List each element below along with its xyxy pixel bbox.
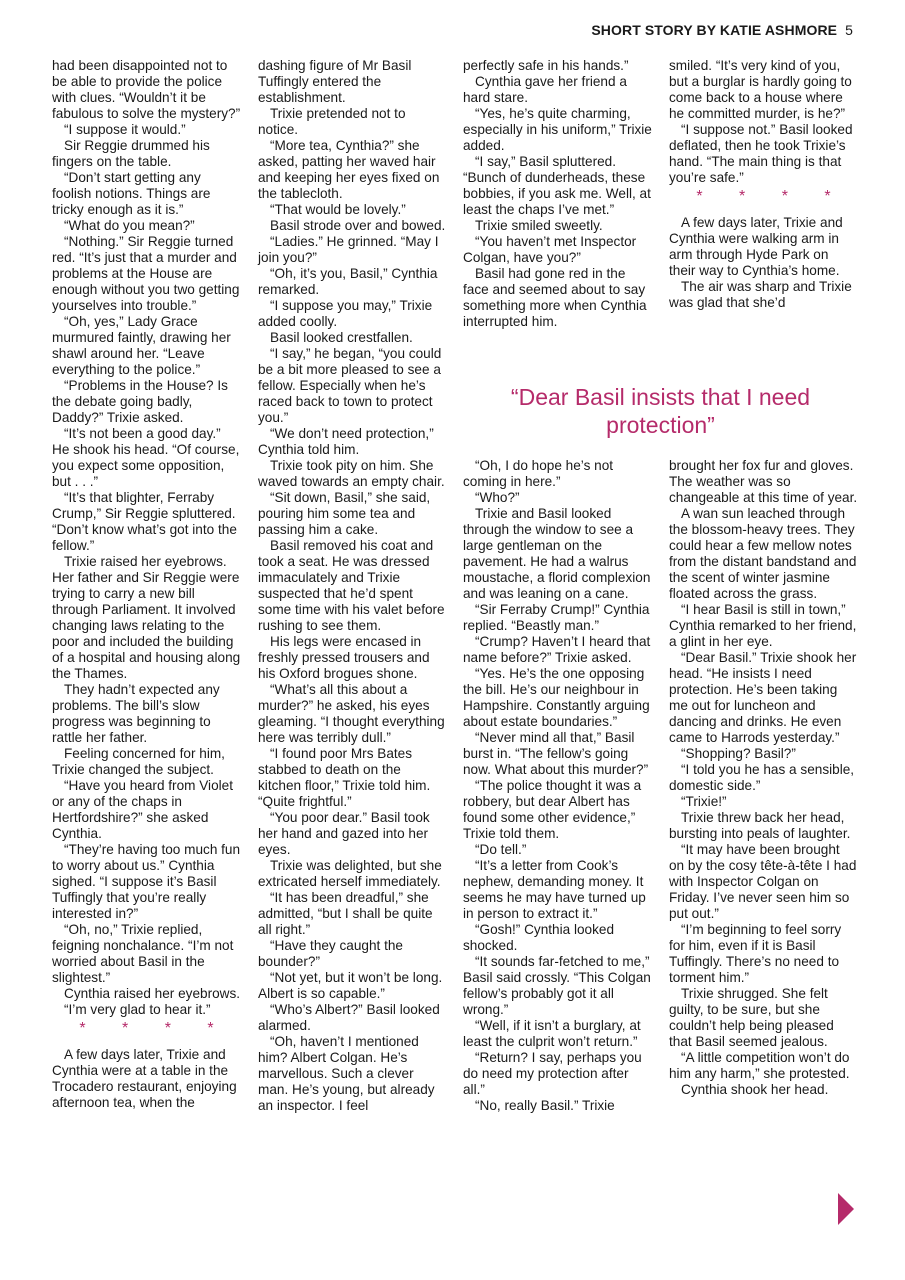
paragraph: “Gosh!” Cynthia looked shocked.	[463, 922, 615, 953]
section-break-stars: * * * *	[696, 188, 847, 205]
paragraph: “What’s all this about a murder?” he asked, his eyes gleaming. “I thought everything here was terribly dull.”	[258, 682, 445, 745]
column-3-top	[463, 58, 652, 330]
paragraph: “Ladies.” He grinned. “May I join you?”	[258, 234, 439, 265]
paragraph: “I say,” Basil spluttered. “Bunch of dunderheads, these bobbies, if you ask me. Well, at least the chaps I’ve met.”	[463, 154, 651, 217]
paragraph: “Nothing.” Sir Reggie turned red. “It’s just that a murder and problems at the House are enough without you two getting yourselves into trouble.”	[52, 234, 240, 313]
story-byline: SHORT STORY BY KATIE ASHMORE	[591, 22, 838, 38]
paragraph: A wan sun leached through the blossom-heavy trees. They could hear a few mellow notes from the distant bandstand and the scent of winter jasmine floated across the grass.	[669, 506, 857, 601]
page-header	[591, 22, 853, 38]
paragraph: perfectly safe in his hands.”	[463, 58, 629, 73]
paragraph: Trixie was delighted, but she extricated herself immediately.	[258, 858, 442, 889]
paragraph: “Oh, haven’t I mentioned him? Albert Colgan. He’s marvellous. Such a clever man. He’s young, but already an inspector. I feel	[258, 1034, 435, 1113]
paragraph: “It’s not been a good day.” He shook his head. “Of course, you expect some opposition, but . . .”	[52, 426, 240, 489]
paragraph: “You poor dear.” Basil took her hand and gazed into her eyes.	[258, 810, 430, 857]
column-1	[52, 58, 241, 1111]
paragraph: “What do you mean?”	[64, 218, 195, 233]
paragraph: “I suppose it would.”	[64, 122, 186, 137]
paragraph: Basil removed his coat and took a seat. He was dressed immaculately and Trixie suspected that he’d spent some time with his valet before rushing to see them.	[258, 538, 445, 633]
paragraph: Basil strode over and bowed.	[270, 218, 446, 233]
paragraph: “Crump? Haven’t I heard that name before?” Trixie asked.	[463, 634, 651, 665]
paragraph: They hadn’t expected any problems. The bill’s slow progress was beginning to rattle her father.	[52, 682, 220, 745]
paragraph: “Yes, he’s quite charming, especially in his uniform,” Trixie added.	[463, 106, 652, 153]
paragraph: Trixie shrugged. She felt guilty, to be sure, but she couldn’t help being pleased that Basil seemed jealous.	[669, 986, 834, 1049]
paragraph: Feeling concerned for him, Trixie changed the subject.	[52, 746, 225, 777]
section-break-stars: * * * *	[79, 1020, 230, 1037]
paragraph: “No, really Basil.” Trixie	[475, 1098, 615, 1113]
paragraph: Basil had gone red in the face and seemed about to say something more when Cynthia interrupted him.	[463, 266, 647, 329]
paragraph: “It sounds far-fetched to me,” Basil said crossly. “This Colgan fellow’s probably got it all wrong.”	[463, 954, 651, 1017]
paragraph: A few days later, Trixie and Cynthia were at a table in the Trocadero restaurant, enjoying afternoon tea, when the	[52, 1047, 237, 1110]
paragraph: Trixie took pity on him. She waved towards an empty chair.	[258, 458, 445, 489]
paragraph: “Shopping? Basil?”	[681, 746, 796, 761]
paragraph: His legs were encased in freshly pressed trousers and his Oxford brogues shone.	[258, 634, 430, 681]
paragraph: “Problems in the House? Is the debate going badly, Daddy?” Trixie asked.	[52, 378, 228, 425]
paragraph: “It’s a letter from Cook’s nephew, demanding money. It seems he may have turned up in person to extract it.”	[463, 858, 646, 921]
paragraph: dashing figure of Mr Basil Tuffingly entered the establishment.	[258, 58, 412, 105]
paragraph: Basil looked crestfallen.	[270, 330, 413, 345]
paragraph: “Well, if it isn’t a burglary, at least the culprit won’t return.”	[463, 1018, 641, 1049]
paragraph: Trixie raised her eyebrows. Her father and Sir Reggie were trying to carry a new bill through Parliament. It involved changing laws relating to the poor and included the building of a hospital and housing along the Thames.	[52, 554, 241, 681]
paragraph: “Return? I say, perhaps you do need my protection after all.”	[463, 1050, 642, 1097]
paragraph: “Not yet, but it won’t be long. Albert is so capable.”	[258, 970, 443, 1001]
paragraph: “They’re having too much fun to worry about us.” Cynthia sighed. “I suppose it’s Basil Tuffingly that you’re really interested in?”	[52, 842, 241, 921]
paragraph: smiled. “It’s very kind of you, but a burglar is hardly going to come back to a house where he committed murder, is he?”	[669, 58, 852, 121]
column-3-bottom	[463, 458, 652, 1114]
next-page-arrow-icon[interactable]	[838, 1193, 854, 1225]
paragraph: “Trixie!”	[681, 794, 727, 809]
paragraph: Trixie and Basil looked through the window to see a large gentleman on the pavement. He had a walrus moustache, a florid complexion and was leaning on a cane.	[463, 506, 651, 601]
paragraph: Trixie pretended not to notice.	[258, 106, 406, 137]
paragraph: “I say,” he began, “you could be a bit more pleased to see a fellow. Especially when he’s raced back to town to protect you.”	[258, 346, 442, 425]
paragraph: “We don’t need protection,” Cynthia told him.	[258, 426, 434, 457]
paragraph: “I hear Basil is still in town,” Cynthia remarked to her friend, a glint in her eye.	[669, 602, 857, 649]
paragraph: brought her fox fur and gloves. The weather was so changeable at this time of year.	[669, 458, 858, 505]
paragraph: “Yes. He’s the one opposing the bill. He’s our neighbour in Hampshire. Constantly arguing about estate boundaries.”	[463, 666, 650, 729]
paragraph: “Sit down, Basil,” she said, pouring him some tea and passing him a cake.	[258, 490, 431, 537]
paragraph: Trixie smiled sweetly.	[475, 218, 603, 233]
paragraph: Cynthia shook her head.	[681, 1082, 829, 1097]
paragraph: “Have they caught the bounder?”	[258, 938, 403, 969]
paragraph: The air was sharp and Trixie was glad that she’d	[669, 279, 852, 310]
paragraph: Cynthia gave her friend a hard stare.	[463, 74, 627, 105]
paragraph: “Have you heard from Violet or any of the chaps in Hertfordshire?” she asked Cynthia.	[52, 778, 233, 841]
paragraph: “It’s that blighter, Ferraby Crump,” Sir Reggie spluttered. “Don’t know what’s got into the fellow.”	[52, 490, 237, 553]
paragraph: “I found poor Mrs Bates stabbed to death on the kitchen floor,” Trixie told him. “Quite frightful.”	[258, 746, 431, 809]
paragraph: “More tea, Cynthia?” she asked, patting her waved hair and keeping her eyes fixed on the tablecloth.	[258, 138, 440, 201]
column-4-bottom	[669, 458, 858, 1098]
paragraph: “Sir Ferraby Crump!” Cynthia replied. “Beastly man.”	[463, 602, 650, 633]
paragraph: “Dear Basil.” Trixie shook her head. “He insists I need protection. He’s been taking me out for luncheon and dancing and drinks. He even came to Harrods yesterday.”	[669, 650, 857, 745]
paragraph: “I’m beginning to feel sorry for him, even if it is Basil Tuffingly. There’s no need to torment him.”	[669, 922, 842, 985]
paragraph: Sir Reggie drummed his fingers on the table.	[52, 138, 210, 169]
paragraph: “That would be lovely.”	[270, 202, 406, 217]
paragraph: “Oh, no,” Trixie replied, feigning nonchalance. “I’m not worried about Basil in the slightest.”	[52, 922, 234, 985]
paragraph: “Who’s Albert?” Basil looked alarmed.	[258, 1002, 440, 1033]
paragraph: “You haven’t met Inspector Colgan, have you?”	[463, 234, 637, 265]
paragraph: “Who?”	[475, 490, 520, 505]
paragraph: “Never mind all that,” Basil burst in. “The fellow’s going now. What about this murder?”	[463, 730, 649, 777]
paragraph: had been disappointed not to be able to provide the police with clues. “Wouldn’t it be fabulous to solve the mystery?”	[52, 58, 241, 121]
paragraph: “Don’t start getting any foolish notions. Things are tricky enough as it is.”	[52, 170, 211, 217]
pull-quote: “Dear Basil insists that I need protection”	[510, 384, 811, 438]
paragraph: “I suppose you may,” Trixie added coolly.	[258, 298, 433, 329]
paragraph: “Oh, it’s you, Basil,” Cynthia remarked.	[258, 266, 438, 297]
paragraph: “I’m very glad to hear it.”	[64, 1002, 211, 1017]
paragraph: “Oh, yes,” Lady Grace murmured faintly, drawing her shawl around her. “Leave everything to the police.”	[52, 314, 231, 377]
paragraph: “It has been dreadful,” she admitted, “but I shall be quite all right.”	[258, 890, 433, 937]
paragraph: Trixie threw back her head, bursting into peals of laughter.	[669, 810, 851, 841]
paragraph: “It may have been brought on by the cosy tête-à-tête I had with Inspector Colgan on Friday. I’ve never seen him so put out.”	[669, 842, 857, 921]
paragraph: “I suppose not.” Basil looked deflated, then he took Trixie’s hand. “The main thing is that you’re safe.”	[669, 122, 853, 185]
paragraph: “Oh, I do hope he’s not coming in here.”	[463, 458, 614, 489]
page-number: 5	[845, 22, 853, 38]
column-2	[258, 58, 447, 1114]
paragraph: “I told you he has a sensible, domestic side.”	[669, 762, 855, 793]
paragraph: “A little competition won’t do him any harm,” she protested.	[669, 1050, 850, 1081]
paragraph: “The police thought it was a robbery, but dear Albert has found some other evidence,” Trixie told them.	[463, 778, 642, 841]
paragraph: A few days later, Trixie and Cynthia were walking arm in arm through Hyde Park on their way to Cynthia’s home.	[669, 215, 843, 278]
paragraph: Cynthia raised her eyebrows.	[64, 986, 241, 1001]
paragraph: “Do tell.”	[475, 842, 527, 857]
column-4-top	[669, 58, 858, 311]
